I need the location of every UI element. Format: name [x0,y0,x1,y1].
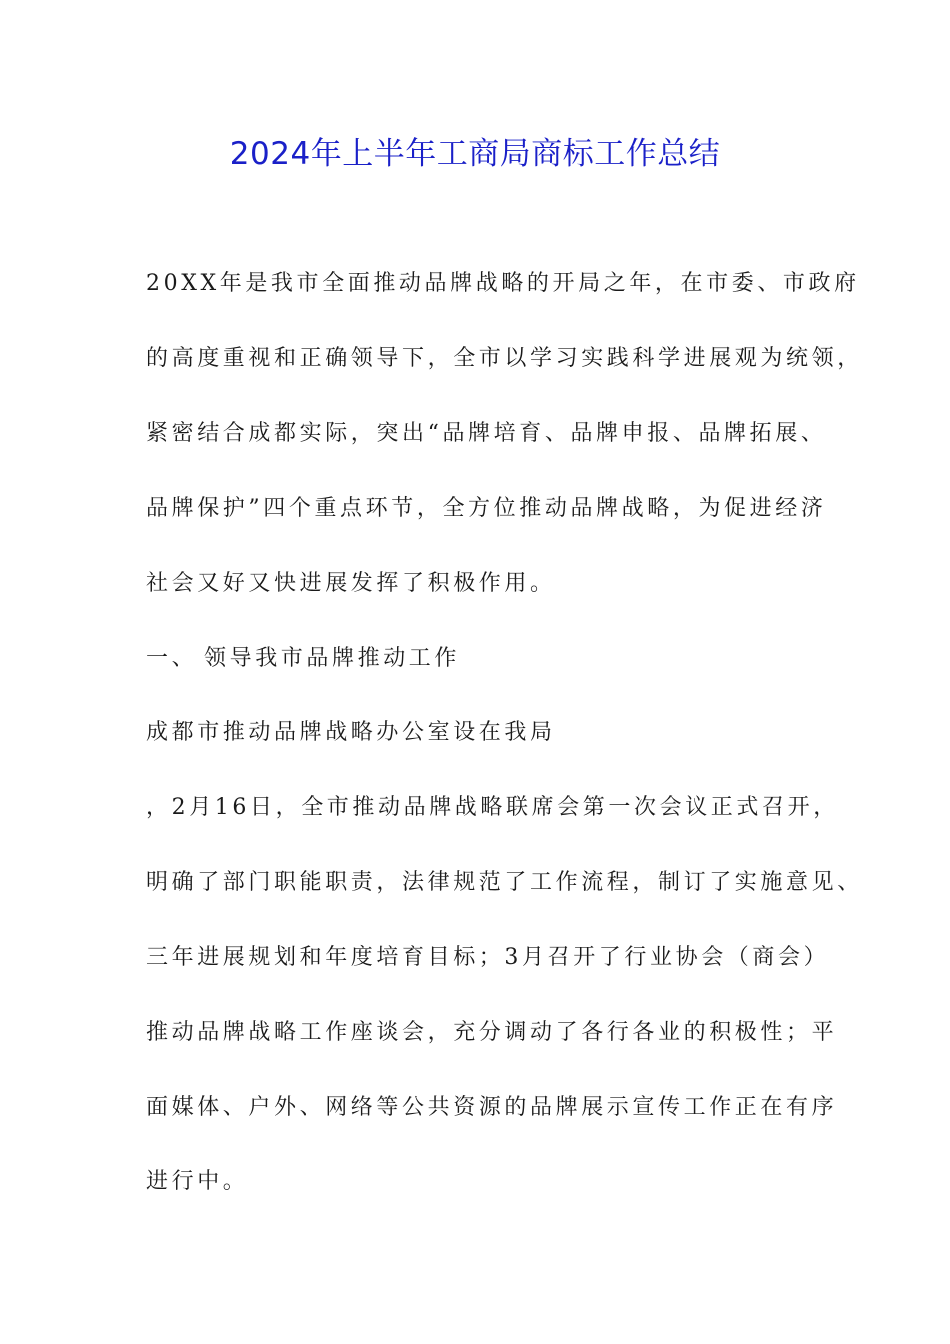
paragraph-3-line-2: 明确了部门职能职责，法律规范了工作流程，制订了实施意见、 [146,870,863,895]
paragraph-3-line-6: 进行中。 [146,1169,249,1194]
paragraph-1-line-3: 紧密结合成都实际，突出“品牌培育、品牌申报、品牌拓展、 [146,421,827,446]
paragraph-1-line-1: 20XX年是我市全面推动品牌战略的开局之年，在市委、市政府 [146,271,860,296]
section-1-number: 一、 [146,646,198,671]
section-1-heading-text: 领导我市品牌推动工作 [204,646,461,671]
paragraph-3-line-4: 推动品牌战略工作座谈会，充分调动了各行各业的积极性；平 [146,1020,838,1045]
document-title: 2024年上半年工商局商标工作总结 [229,136,721,172]
paragraph-1-line-4: 品牌保护”四个重点环节，全方位推动品牌战略，为促进经济 [146,496,827,521]
section-1-heading [146,643,460,675]
paragraph-3-line-1: ，2月16日，全市推动品牌战略联席会第一次会议正式召开， [146,795,839,820]
paragraph-1-line-2: 的高度重视和正确领导下，全市以学习实践科学进展观为统领， [146,346,863,371]
paragraph-2: 成都市推动品牌战略办公室设在我局 [146,720,556,745]
paragraph-3-line-5: 面媒体、户外、网络等公共资源的品牌展示宣传工作正在有序 [146,1095,838,1120]
paragraph-1-line-5: 社会又好又快进展发挥了积极作用。 [146,571,556,596]
paragraph-3-line-3: 三年进展规划和年度培育目标；3月召开了行业协会（商会） [146,945,830,970]
